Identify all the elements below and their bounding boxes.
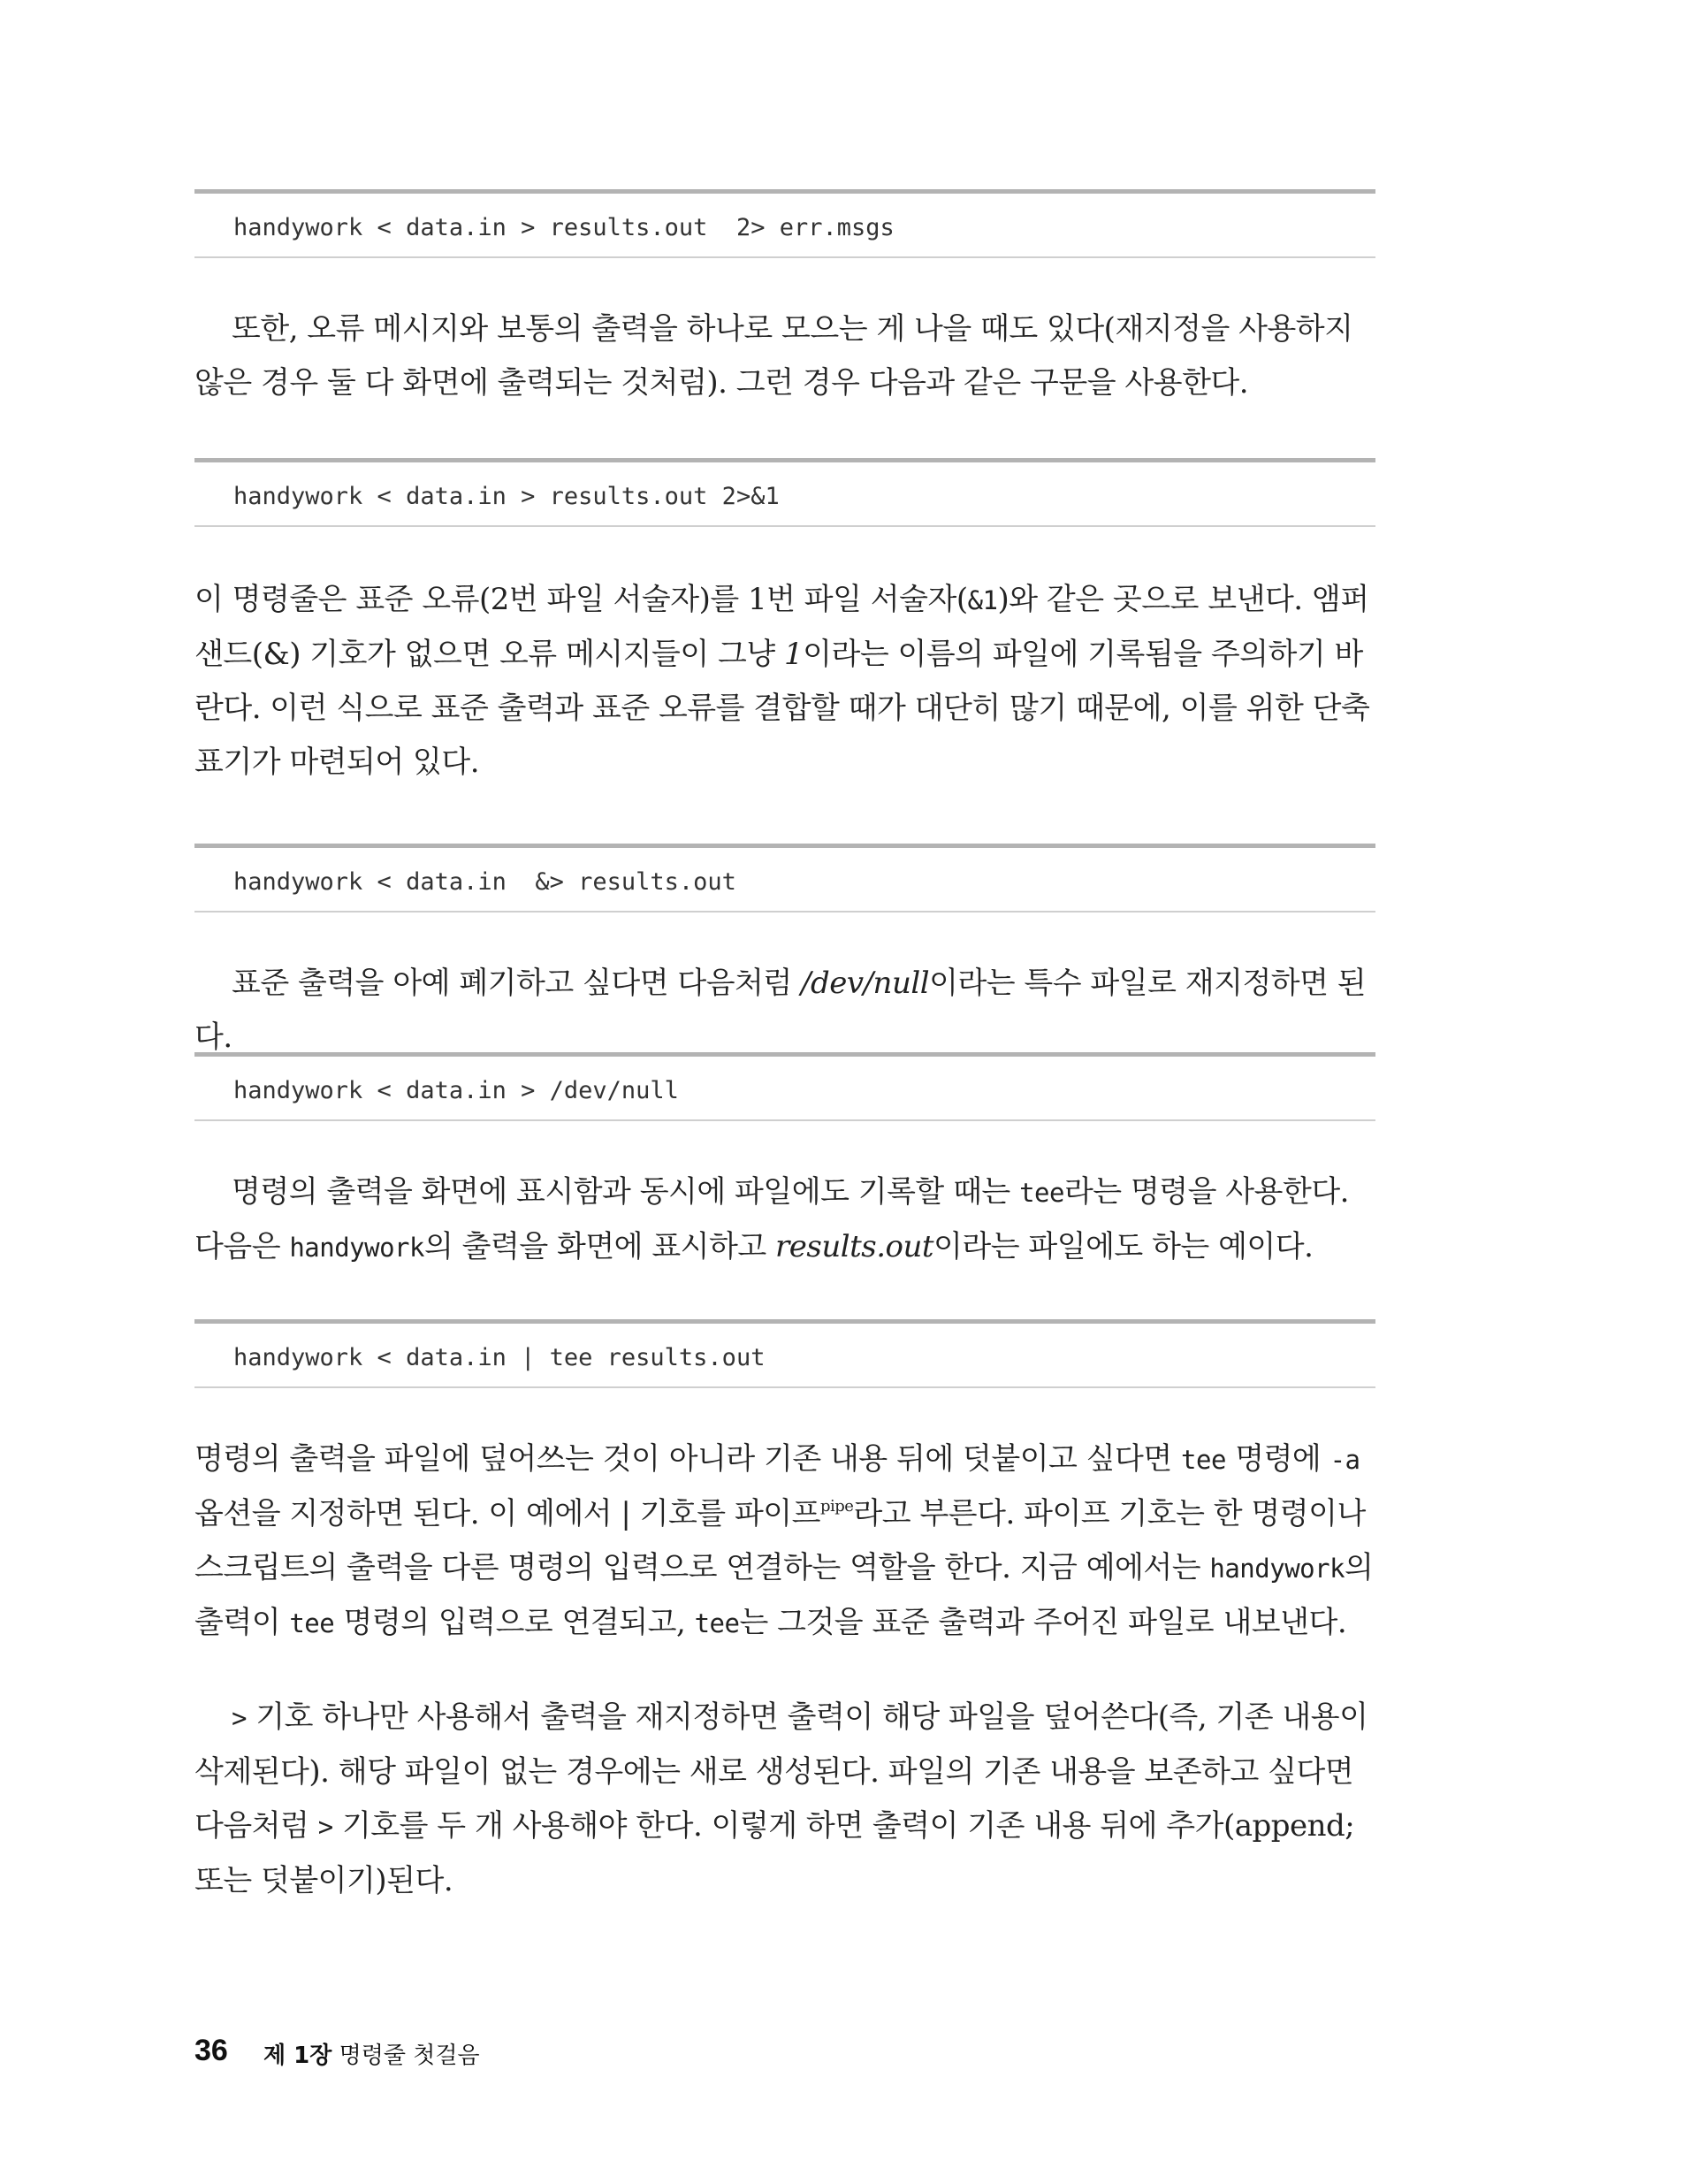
code-block	[194, 458, 1375, 527]
running-header	[263, 2037, 480, 2070]
inline-code: >	[317, 1812, 333, 1842]
code-block	[194, 1319, 1375, 1388]
text-run: )와 같은 곳으로 보낸다. 앰퍼샌드(&) 기호가 없으면 오류 메시지들이 그냥	[194, 582, 1369, 672]
text-run: 명령에	[1225, 1441, 1330, 1477]
code-block	[194, 844, 1375, 913]
text-run: 는 그것을 표준 출력과 주어진 파일로 내보낸다.	[739, 1605, 1347, 1640]
inline-code: >	[232, 1703, 247, 1733]
text-run: 표준 출력을 아예 폐기하고 싶다면 다음처럼	[232, 966, 802, 1001]
inline-code: tee	[1019, 1178, 1064, 1208]
text-run: 의 출력이	[194, 1550, 1374, 1640]
inline-code: tee	[1181, 1445, 1226, 1475]
paragraph	[194, 573, 1375, 790]
text-run: 이라는 이름의 파일에 기록됨을 주의하기 바란다. 이런 식으로 표준 출력과 표준 오류를 결합할 때가 대단히 많기 때문에, 이를 위한 단축 표기가 마련되어 있다.	[194, 637, 1370, 780]
code-text: handywork < data.in > /dev/null	[233, 1077, 679, 1104]
inline-code: &1	[967, 585, 998, 615]
text-run: 이라는 특수 파일로 재지정하면 된다.	[194, 966, 1367, 1055]
text-run: 옵션을 지정하면 된다. 이 예에서	[194, 1496, 621, 1531]
text-run: 이라는 파일에도 하는 예이다.	[933, 1229, 1314, 1264]
chapter-title: 명령줄 첫걸음	[339, 2043, 480, 2069]
code-text: handywork < data.in &> results.out	[233, 868, 736, 896]
paragraph	[194, 1432, 1375, 1651]
inline-code: -a	[1329, 1445, 1360, 1475]
paragraph: 또한, 오류 메시지와 보통의 출력을 하나로 모으는 게 나을 때도 있다(재지정을 사용하지 않은 경우 둘 다 화면에 출력되는 것처럼). 그런 경우 다음과 같은 구문을 사용한다.	[194, 311, 1353, 401]
inline-code: handywork	[289, 1233, 424, 1263]
italic-filename: /dev/null	[801, 966, 930, 1001]
paragraph	[194, 1691, 1375, 1908]
code-text: handywork < data.in > results.out 2>&1	[233, 483, 780, 510]
text-run: 기호 하나만 사용해서 출력을 재지정하면 출력이 해당 파일을 덮어쓴다(즉, 기존 내용이 삭제된다). 해당 파일이 없는 경우에는 새로 생성된다. 파일의 기존 내용을 보존하고 싶다면 다음처럼	[194, 1699, 1368, 1844]
code-block	[194, 189, 1375, 258]
code-text: handywork < data.in | tee results.out	[233, 1344, 766, 1371]
text-run: 명령의 입력으로 연결되고,	[334, 1605, 695, 1640]
inline-code: tee	[289, 1608, 335, 1638]
code-text: handywork < data.in > results.out 2> err.msgs	[233, 214, 895, 241]
text-run: 의 출력을 화면에 표시하고	[423, 1229, 775, 1264]
text-run: 라는 명령을 사용한다. 다음은	[194, 1174, 1349, 1264]
text-run: 기호를 파이프	[630, 1496, 820, 1531]
code-block	[194, 1052, 1375, 1121]
text-run: 이 명령줄은 표준 오류(2번 파일 서술자)를 1번 파일 서술자(	[194, 582, 968, 617]
superscript-term: pipe	[819, 1497, 854, 1516]
text-run: 기호를 두 개 사용해야 한다. 이렇게 하면 출력이 기존 내용 뒤에 추가(append; 또는 덧붙이기)된다.	[194, 1808, 1355, 1898]
inline-code: tee	[694, 1608, 740, 1638]
italic-filename: results.out	[775, 1229, 934, 1264]
inline-code: handywork	[1209, 1554, 1345, 1584]
italic-filename: 1	[784, 637, 804, 672]
text-run: 명령의 출력을 파일에 덮어쓰는 것이 아니라 기존 내용 뒤에 덧붙이고 싶다면	[194, 1441, 1182, 1477]
chapter-number: 제 1장	[263, 2043, 332, 2069]
paragraph	[194, 957, 1375, 1065]
paragraph	[194, 1165, 1375, 1275]
page-number: 36	[194, 2034, 228, 2067]
pipe-symbol: |	[621, 1496, 631, 1531]
text-run: 명령의 출력을 화면에 표시함과 동시에 파일에도 기록할 때는	[232, 1174, 1020, 1210]
text-run: 라고 부른다. 파이프 기호는 한 명령이나 스크립트의 출력을 다른 명령의 입력으로 연결하는 역할을 한다. 지금 예에서는	[194, 1496, 1366, 1585]
